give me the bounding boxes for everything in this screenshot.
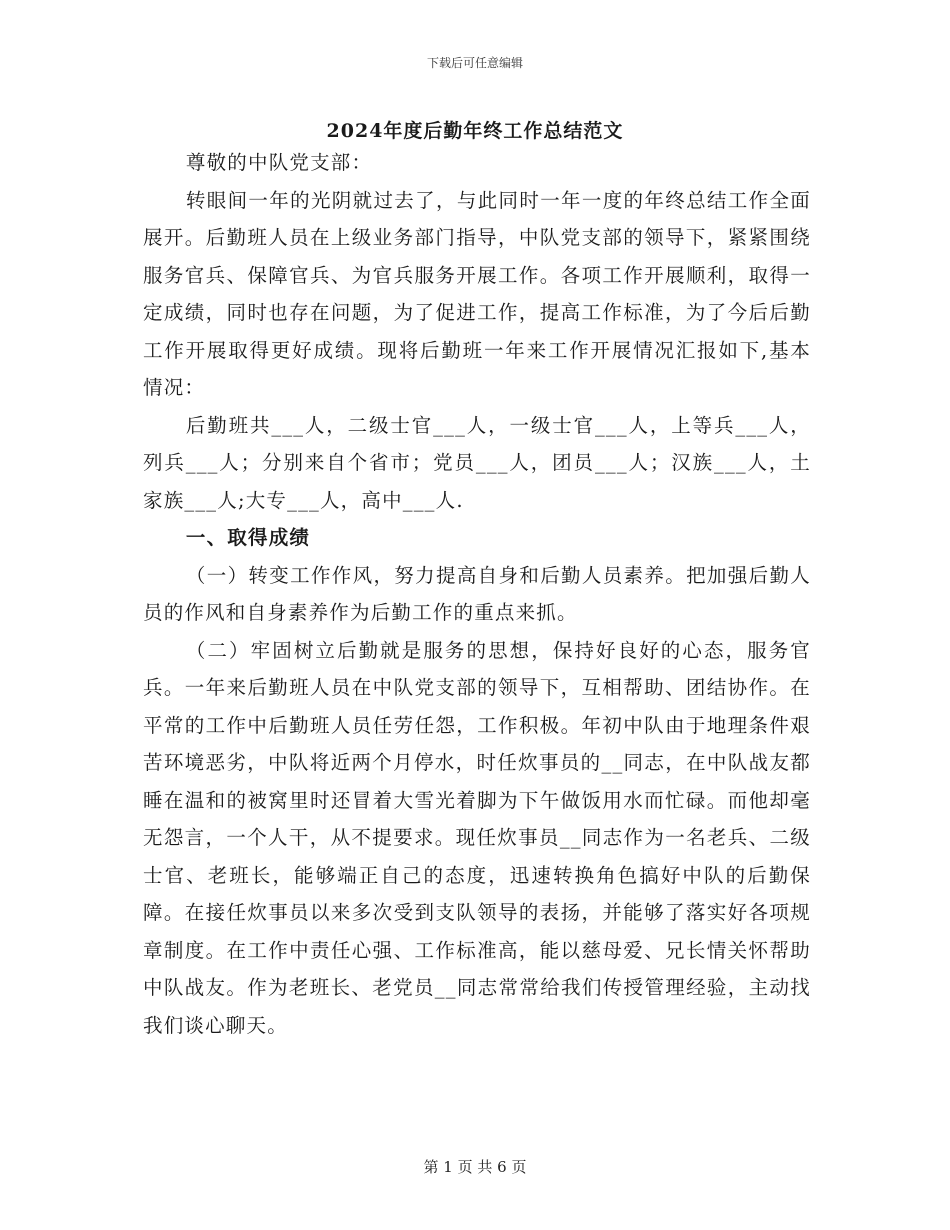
- page-number: 第 1 页 共 6 页: [423, 1158, 527, 1176]
- document-title: 2024年度后勤年终工作总结范文: [326, 120, 624, 142]
- header-note: 下载后可任意编辑: [426, 56, 523, 70]
- paragraph-basic-info: 后勤班共___人，二级士官___人，一级士官___人，上等兵___人，列兵___人；分别来自个省市；党员___人，团员___人；汉族___人，土家族___人;大专___人，高中___人.: [143, 413, 811, 512]
- salutation: 尊敬的中队党支部：: [185, 151, 373, 174]
- document-body: [143, 144, 811, 1044]
- paragraph-section-1: （一）转变工作作风，努力提高自身和后勤人员素养。把加强后勤人员的作风和自身素养作为后勤工作的重点来抓。: [143, 563, 811, 624]
- paragraph-section-2: （二）牢固树立后勤就是服务的思想，保持好良好的心态，服务官兵。一年来后勤班人员在中队党支部的领导下，互相帮助、团结协作。在平常的工作中后勤班人员任劳任怨，工作积极。年初中队由于地理条件艰苦环境恶劣，中队将近两个月停水，时任炊事员的__同志，在中队战友都睡在温和的被窝里时还冒着大雪光着脚为下午做饭用水而忙碌。而他却毫无怨言，一个人干，从不提要求。现任炊事员__同志作为一名老兵、二级士官、老班长，能够端正自己的态度，迅速转换角色搞好中队的后勤保障。在接任炊事员以来多次受到支队领导的表扬，并能够了落实好各项规章制度。在工作中责任心强、工作标准高，能以慈母爱、兄长情关怀帮助中队战友。作为老班长、老党员__同志常常给我们传授管理经验，主动找我们谈心聊天。: [143, 638, 811, 1037]
- paragraph-intro: 转眼间一年的光阴就过去了，与此同时一年一度的年终总结工作全面展开。后勤班人员在上级业务部门指导，中队党支部的领导下，紧紧围绕服务官兵、保障官兵、为官兵服务开展工作。各项工作开展顺利，取得一定成绩，同时也存在问题，为了促进工作，提高工作标准，为了今后后勤工作开展取得更好成绩。现将后勤班一年来工作开展情况汇报如下,基本情况：: [143, 188, 811, 399]
- section-heading: 一、取得成绩: [185, 526, 311, 549]
